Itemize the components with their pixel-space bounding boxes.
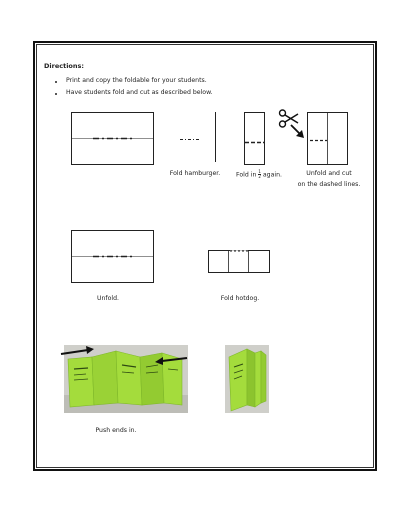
photo-finished-foldable: [225, 345, 269, 413]
paper-diagram-cut: [307, 112, 349, 166]
caption-fold-hotdog: Fold hotdog.: [220, 295, 260, 302]
fraction-half: $\frac{1}{2}$: [258, 169, 261, 179]
paper-diagram-half: [244, 112, 266, 166]
directions-heading: Directions:: [44, 62, 84, 70]
arrow-icon: [290, 124, 306, 140]
caption-unfold-cut-1: Unfold and cut: [306, 170, 352, 177]
direction-item-2: Have students fold and cut as described below.: [66, 89, 213, 96]
direction-item-1: Print and copy the foldable for your students.: [66, 77, 207, 84]
caption-unfold: Unfold.: [96, 295, 120, 302]
caption-push-ends: Push ends in.: [95, 427, 137, 434]
caption-fold-again: Fold in $\frac{1}{2}$ again.: [236, 169, 282, 179]
caption-fold-hamburger: Fold hamburger.: [169, 170, 221, 177]
paper-diagram-unfolded: [71, 230, 155, 284]
arrow-icon: [60, 345, 96, 359]
paper-diagram-hotdog: [208, 250, 270, 274]
caption-unfold-cut-2: on the dashed lines.: [297, 181, 361, 188]
arrow-icon: [154, 354, 188, 366]
paper-diagram-full: [71, 112, 155, 166]
paper-diagram-folded: [178, 112, 220, 162]
